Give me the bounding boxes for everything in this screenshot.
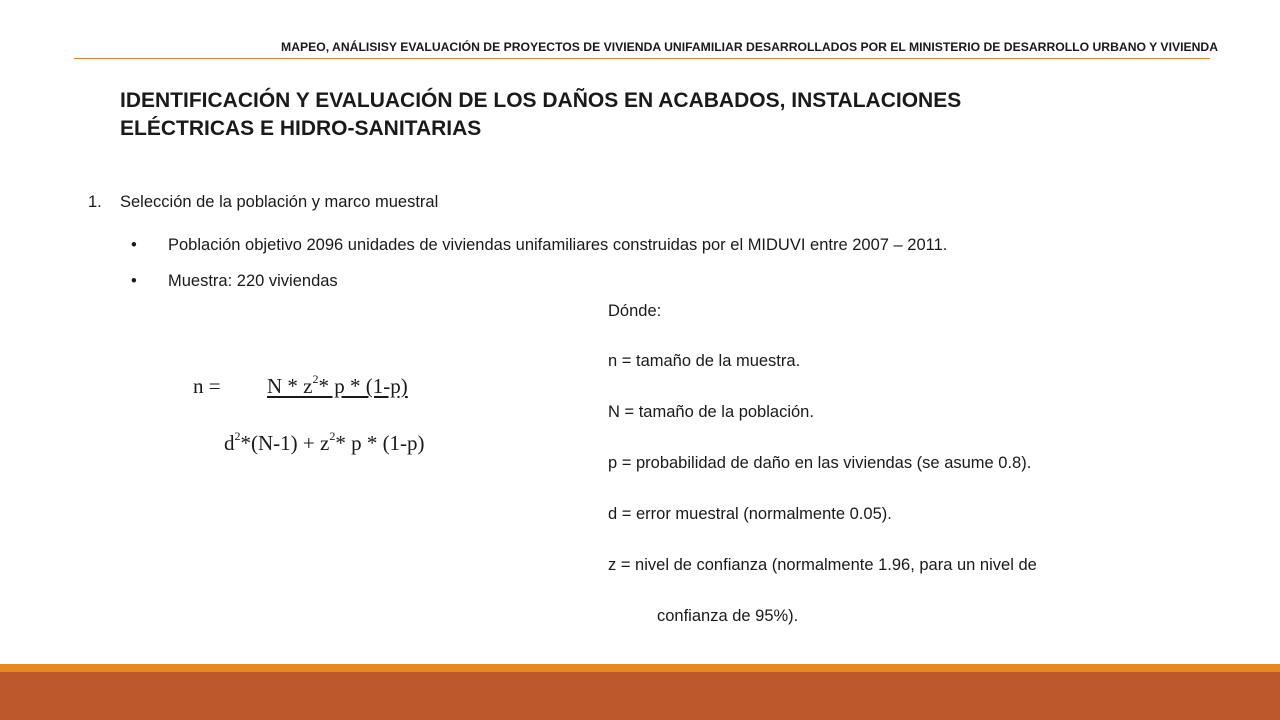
formula-den-part: *(N-1) + z (240, 431, 330, 455)
bullet-item-sample (131, 272, 338, 291)
definitions-heading: Dónde: (608, 302, 662, 320)
formula-exponent: 2 (329, 429, 336, 443)
section-number: 1. (88, 193, 102, 211)
bullet-text: Población objetivo 2096 unidades de viviendas unifamiliares construidas por el MIDUVI entre 2007 – 2011. (168, 236, 948, 254)
formula-num-part: N * z (267, 374, 313, 398)
footer-accent-stripe (0, 664, 1280, 672)
definition-n: n = tamaño de la muestra. (608, 352, 801, 370)
slide-title (120, 87, 1200, 143)
slide-title-line-2: ELÉCTRICAS E HIDRO-SANITARIAS (120, 117, 482, 140)
header-divider (74, 58, 1210, 59)
definition-z-continued: confianza de 95%). (657, 607, 799, 625)
formula-exponent: 2 (312, 372, 319, 386)
formula-exponent: 2 (234, 429, 241, 443)
footer-bar (0, 672, 1280, 720)
bullet-dot-icon: • (131, 236, 137, 254)
formula-den-part: * p * (1-p) (335, 431, 425, 455)
section-title: Selección de la población y marco muestral (120, 193, 439, 211)
formula-num-part: * p * (1-p) (318, 374, 408, 398)
definition-d: d = error muestral (normalmente 0.05). (608, 505, 892, 523)
bullet-item-population (131, 236, 947, 255)
formula-denominator (224, 431, 425, 456)
slide-title-line-1: IDENTIFICACIÓN Y EVALUACIÓN DE LOS DAÑOS EN ACABADOS, INSTALACIONES (120, 89, 962, 112)
section-heading (88, 193, 438, 212)
formula-lhs: n = (193, 374, 221, 398)
definition-p: p = probabilidad de daño en las viviendas (se asume 0.8). (608, 454, 1032, 472)
bullet-text: Muestra: 220 viviendas (168, 272, 338, 290)
formula-den-part: d (224, 431, 235, 455)
definition-N: N = tamaño de la población. (608, 403, 814, 421)
formula-numerator (267, 374, 408, 399)
bullet-dot-icon: • (131, 272, 137, 290)
header-title: MAPEO, ANÁLISISY EVALUACIÓN DE PROYECTOS DE VIVIENDA UNIFAMILIAR DESARROLLADOS POR EL MINISTERIO DE DESARROLLO URBANO Y VIVIENDA (281, 40, 1218, 54)
definition-z: z = nivel de confianza (normalmente 1.96, para un nivel de (608, 556, 1037, 574)
